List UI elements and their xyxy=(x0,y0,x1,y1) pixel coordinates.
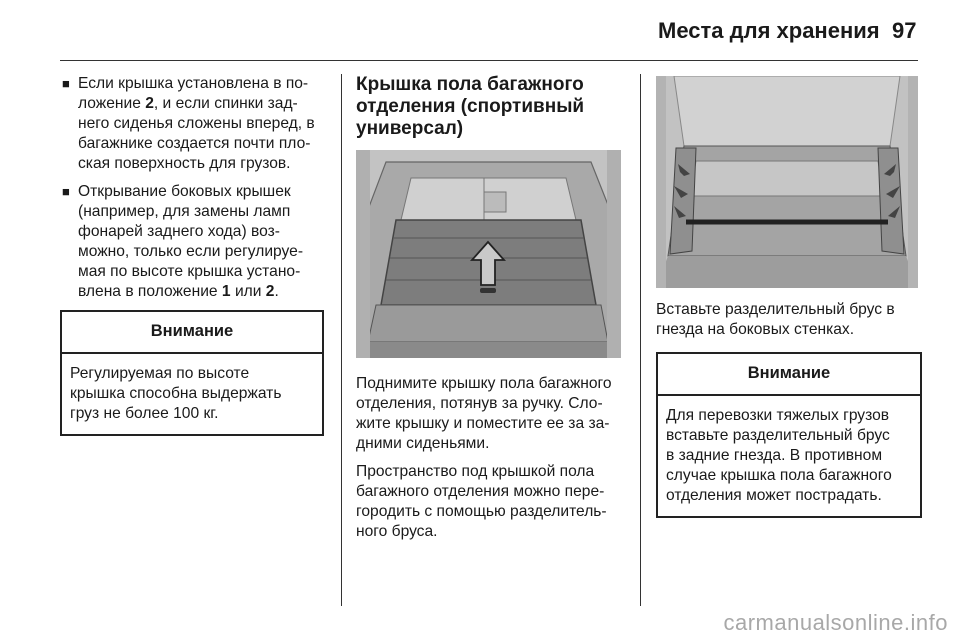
column-divider-1 xyxy=(341,74,342,606)
paragraph: Поднимите крышку пола багажного отделения, потянув за ручку. Сло- жите крышку и поместите ее за за- дними сиденьями. xyxy=(356,375,612,452)
image-caption: Вставьте разделительный брус в гнезда на боковых стенках. xyxy=(656,301,895,338)
notice-title: Внимание xyxy=(62,312,322,354)
column-2-text xyxy=(356,374,624,542)
header-divider xyxy=(60,60,918,61)
column-2 xyxy=(356,74,624,140)
cargo-floor-illustration xyxy=(356,150,621,358)
notice-box xyxy=(656,352,922,518)
page-number: 97 xyxy=(892,18,917,43)
notice-title: Внимание xyxy=(658,354,920,396)
paragraph: Пространство под крышкой пола багажного отделения можно пере- городить с помощью разделитель- ного бруса. xyxy=(356,463,607,540)
notice-text: Регулируемая по высоте крышка способна выдержать груз не более 100 кг. xyxy=(70,365,282,422)
column-divider-2 xyxy=(640,74,641,606)
watermark: carmanualsonline.info xyxy=(723,610,948,635)
page-title: Места для хранения xyxy=(658,18,880,43)
column-3 xyxy=(656,300,922,518)
column-1 xyxy=(58,74,324,436)
divider-bar-illustration xyxy=(656,76,918,288)
bullet-item: ■ Если крышка установлена в по- ложение 2, и если спинки зад- него сиденья сложены вперед, в багажнике создается почти пло- ская поверхность для грузов. xyxy=(58,74,324,174)
section-title: Крышка пола багажного отделения (спортивный универсал) xyxy=(356,74,585,139)
notice-box xyxy=(60,310,324,436)
bullet-item: ■ Открывание боковых крышек (например, для замены ламп фонарей заднего хода) воз- можно, только если регулируе- мая по высоте крышка устано- влена в положение 1 или 2. xyxy=(58,182,324,302)
notice-text: Для перевозки тяжелых грузов вставьте разделительный брус в задние гнезда. В противном случае крышка пола багажного отделения может пострадать. xyxy=(666,407,892,504)
